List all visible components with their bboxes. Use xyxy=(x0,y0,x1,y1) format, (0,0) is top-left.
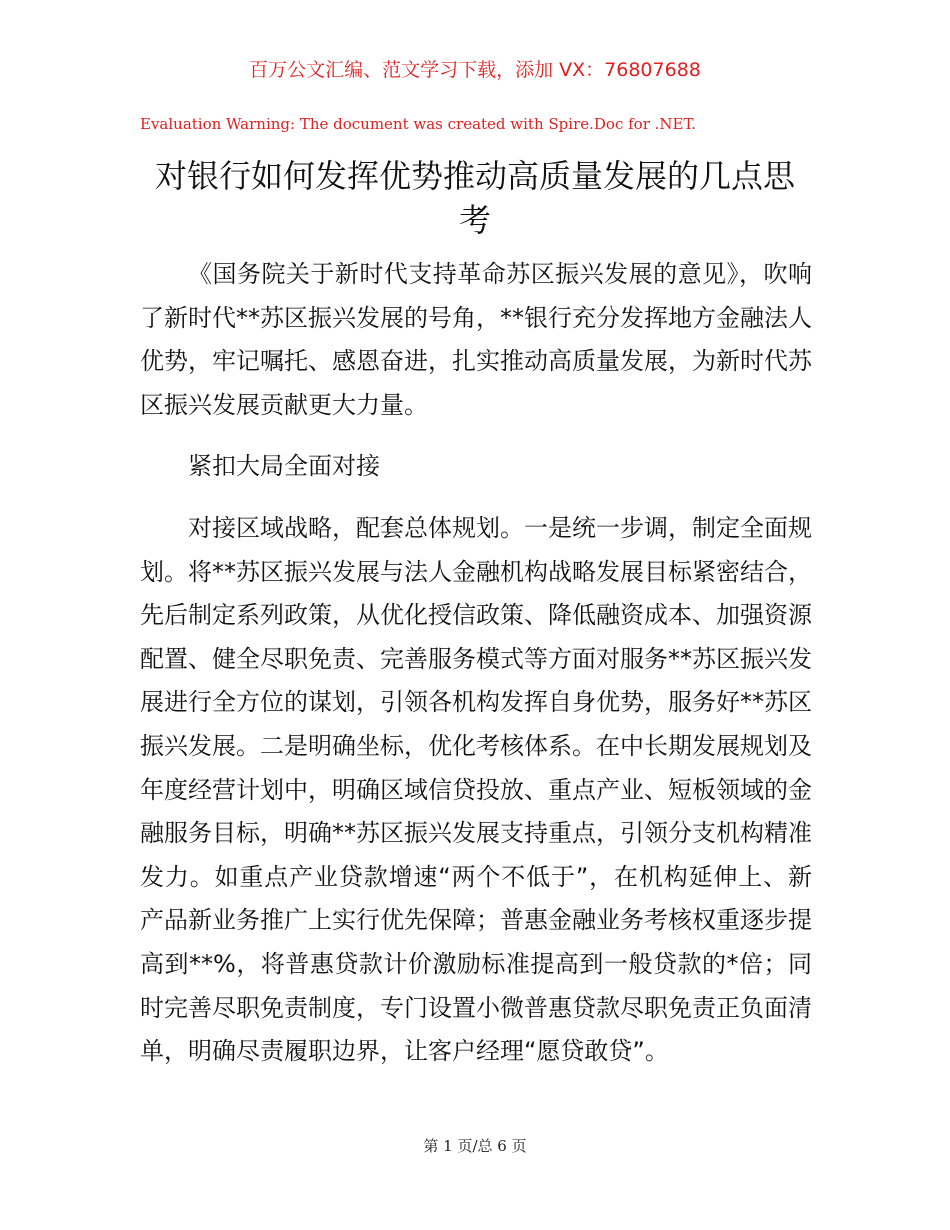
paragraph-intro: 《国务院关于新时代支持革命苏区振兴发展的意见》，吹响了新时代**苏区振兴发展的号角，**银行充分发挥地方金融法人优势，牢记嘱托、感恩奋进，扎实推动高质量发展，为新时代苏区振兴发展贡献更大力量。 xyxy=(140,260,812,419)
document-body xyxy=(140,253,812,1092)
ad-banner: 百万公文汇编、范文学习下载，添加 VX：76807688 xyxy=(249,59,701,81)
section-heading: 紧扣大局全面对接 xyxy=(188,452,380,481)
page-footer: 第 1 页/总 6 页 xyxy=(423,1137,527,1155)
document-title: 对银行如何发挥优势推动高质量发展的几点思考 xyxy=(154,157,795,239)
evaluation-warning: Evaluation Warning: The document was created with Spire.Doc for .NET. xyxy=(140,115,697,133)
paragraph-strategy: 对接区域战略，配套总体规划。一是统一步调，制定全面规划。将**苏区振兴发展与法人金融机构战略发展目标紧密结合，先后制定系列政策，从优化授信政策、降低融资成本、加强资源配置、健全尽职免责、完善服务模式等方面对服务**苏区振兴发展进行全方位的谋划，引领各机构发挥自身优势，服务好**苏区振兴发展。二是明确坐标，优化考核体系。在中长期发展规划及年度经营计划中，明确区域信贷投放、重点产业、短板领域的金融服务目标，明确**苏区振兴发展支持重点，引领分支机构精准发力。如重点产业贷款增速“两个不低于”，在机构延伸上、新产品新业务推广上实行优先保障；普惠金融业务考核权重逐步提高到**%，将普惠贷款计价激励标准提高到一般贷款的*倍；同时完善尽职免责制度，专门设置小微普惠贷款尽职免责正负面清单，明确尽责履职边界，让客户经理“愿贷敢贷”。 xyxy=(140,513,812,1066)
